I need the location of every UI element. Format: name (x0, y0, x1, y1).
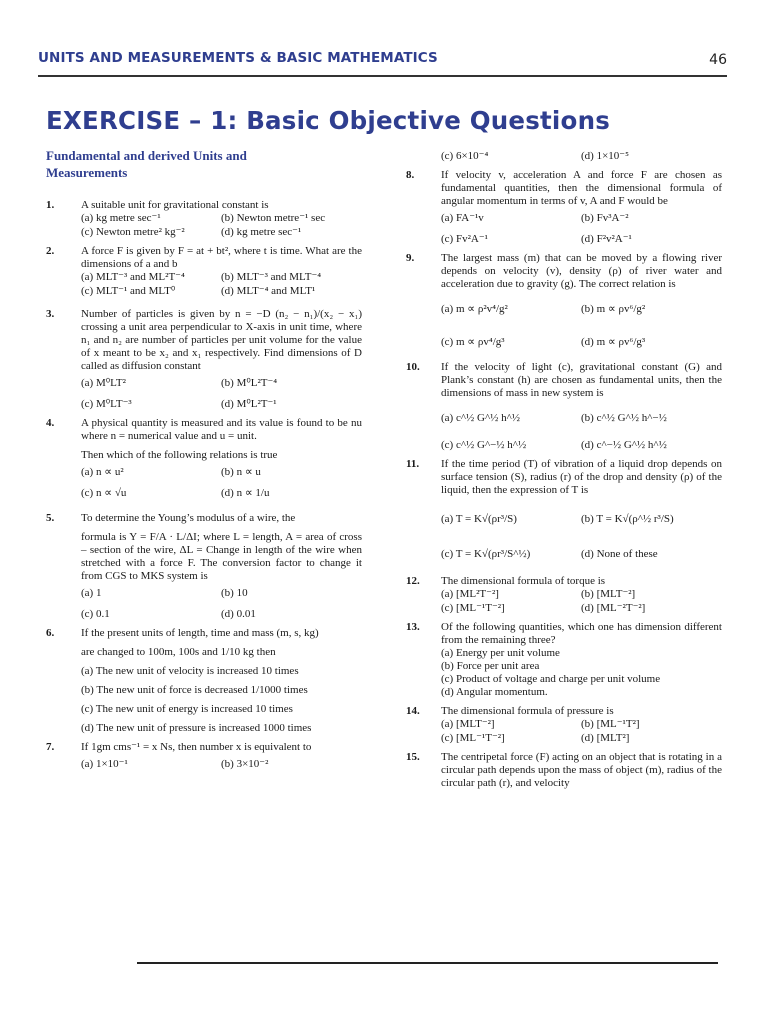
question-text: To determine the Young’s modulus of a wire, the (81, 512, 296, 524)
question-text: If 1gm cms⁻¹ = x Ns, then number x is equivalent to (81, 741, 312, 753)
question-1 (46, 199, 362, 239)
question-5 (46, 512, 362, 621)
question-number: 12. (406, 575, 420, 587)
option-d: (d) c^−½ G^½ h^½ (581, 439, 667, 451)
option-b: (b) T = K√(ρ^½ r³/S) (581, 513, 674, 525)
option-a: (a) m ∝ ρ²v⁴/g² (441, 303, 508, 315)
option-b: (b) c^½ G^½ h^−½ (581, 412, 667, 424)
question-number: 4. (46, 417, 55, 429)
option-d: (d) MLT⁻⁴ and MLT¹ (221, 285, 316, 297)
question-number: 15. (406, 751, 420, 763)
question-number: 8. (406, 169, 415, 181)
option-d: (d) 0.01 (221, 608, 256, 620)
option-d: (d) None of these (581, 548, 658, 560)
options (441, 513, 722, 561)
option-c: (c) T = K√(ρr³/S^½) (441, 548, 531, 560)
header-divider (38, 75, 727, 77)
question-text-continued: Then which of the following relations is true (81, 449, 278, 461)
option-c: (c) MLT⁻¹ and MLT⁰ (81, 285, 176, 297)
question-7 (46, 741, 362, 771)
question-number: 3. (46, 308, 55, 320)
question-7-continued (406, 150, 722, 163)
option-d: (d) n ∝ 1/u (221, 487, 270, 499)
option-a: (a) T = K√(ρr³/S) (441, 513, 517, 525)
options (81, 587, 362, 621)
option-d: (d) F²v²A⁻¹ (581, 233, 632, 245)
options (441, 412, 722, 452)
options (441, 718, 722, 745)
chapter-header-title: UNITS AND MEASUREMENTS & BASIC MATHEMATICS (38, 50, 438, 66)
option-c: (c) [ML⁻¹T⁻²] (441, 732, 505, 744)
option-c: (c) Fv²A⁻¹ (441, 233, 488, 245)
option-d: (d) Angular momentum. (441, 686, 548, 698)
question-9 (406, 252, 722, 349)
question-number: 9. (406, 252, 415, 264)
option-a: (a) FA⁻¹v (441, 212, 484, 224)
question-number: 2. (46, 245, 55, 257)
question-text: If the velocity of light (c), gravitational constant (G) and Plank’s constant (h) are chosen as fundamental units, then the dimensions of mass in new system is (441, 361, 722, 399)
question-12 (406, 575, 722, 615)
option-d: (d) The new unit of pressure is increased 1000 times (81, 722, 312, 734)
question-13 (406, 621, 722, 699)
option-c: (c) 6×10⁻⁴ (441, 150, 489, 162)
question-4 (46, 417, 362, 500)
footer-divider (137, 962, 718, 964)
question-number: 10. (406, 361, 420, 373)
question-text: Of the following quantities, which one has dimension different from the remaining three? (441, 621, 722, 646)
question-15 (406, 751, 722, 790)
question-6 (46, 627, 362, 735)
option-a: (a) [MLT⁻²] (441, 718, 495, 730)
option-b: (b) [ML⁻¹T²] (581, 718, 640, 730)
option-a: (a) [ML²T⁻²] (441, 588, 499, 600)
options (81, 212, 362, 239)
left-column (46, 147, 362, 777)
question-number: 7. (46, 741, 55, 753)
option-d: (d) M⁰L²T⁻¹ (221, 398, 277, 410)
question-10 (406, 361, 722, 452)
question-text: The dimensional formula of pressure is (441, 705, 614, 717)
question-text: A physical quantity is measured and its value is found to be nu where n = numerical value and u = unit. (81, 417, 362, 442)
options (81, 271, 362, 298)
option-b: (b) The new unit of force is decreased 1/1000 times (81, 684, 308, 696)
option-c: (c) n ∝ √u (81, 487, 127, 499)
option-b: (b) Force per unit area (441, 660, 540, 672)
question-text: A force F is given by F = at + bt², where t is time. What are the dimensions of a and b (81, 245, 362, 270)
question-text-continued: are changed to 100m, 100s and 1/10 kg then (81, 646, 276, 658)
options (441, 212, 722, 246)
option-d: (d) [MLT²] (581, 732, 630, 744)
option-a: (a) c^½ G^½ h^½ (441, 412, 521, 424)
option-b: (b) n ∝ u (221, 466, 261, 478)
question-number: 6. (46, 627, 55, 639)
options (81, 377, 362, 411)
question-text: The largest mass (m) that can be moved by a flowing river depends on velocity (v), density (ρ) of river water and acceleration due to gravity (g). The correct relation is (441, 252, 722, 290)
option-b: (b) 3×10⁻² (221, 758, 269, 770)
option-d: (d) [ML⁻²T⁻²] (581, 602, 646, 614)
options (441, 588, 722, 615)
option-a: (a) MLT⁻³ and ML²T⁻⁴ (81, 271, 185, 283)
question-number: 14. (406, 705, 420, 717)
option-c: (c) m ∝ ρv⁴/g³ (441, 336, 505, 348)
option-b: (b) Newton metre⁻¹ sec (221, 212, 326, 224)
option-d: (d) 1×10⁻⁵ (581, 150, 629, 162)
question-text: A suitable unit for gravitational constant is (81, 199, 269, 211)
option-b: (b) 10 (221, 587, 248, 599)
option-c: (c) c^½ G^−½ h^½ (441, 439, 527, 451)
option-c: (c) Newton metre² kg⁻² (81, 226, 185, 238)
question-number: 13. (406, 621, 420, 633)
option-a: (a) The new unit of velocity is increased 10 times (81, 665, 299, 677)
option-b: (b) m ∝ ρv⁶/g² (581, 303, 646, 315)
option-c: (c) 0.1 (81, 608, 110, 620)
option-a: (a) M⁰LT² (81, 377, 126, 389)
option-b: (b) M⁰L²T⁻⁴ (221, 377, 278, 389)
option-b: (b) [MLT⁻²] (581, 588, 636, 600)
question-2 (46, 245, 362, 298)
question-text-continued: formula is Y = F/A · L/ΔI; where L = length, A = area of cross – section of the wire, ΔL = Change in length of the wire when stretched with a force F. The conversion factor to change it from CGS to MKS system is (81, 531, 362, 582)
question-number: 11. (406, 458, 420, 470)
option-d: (d) kg metre sec⁻¹ (221, 226, 302, 238)
options (81, 466, 362, 500)
question-14 (406, 705, 722, 745)
exercise-title: EXERCISE – 1: Basic Objective Questions (46, 106, 610, 135)
option-b: (b) Fv³A⁻² (581, 212, 629, 224)
question-text: If the time period (T) of vibration of a liquid drop depends on surface tension (S), radius (r) of the drop and density (ρ) of the liquid, then the expression of T is (441, 458, 722, 496)
option-a: (a) kg metre sec⁻¹ (81, 212, 161, 224)
option-b: (b) MLT⁻³ and MLT⁻⁴ (221, 271, 322, 283)
option-c: (c) Product of voltage and charge per unit volume (441, 673, 661, 685)
options (441, 303, 722, 349)
question-text: If velocity v, acceleration A and force F are chosen as fundamental quantities, then the dimensional formula of angular momentum in terms of v, A and F would be (441, 169, 722, 207)
option-c: (c) The new unit of energy is increased 10 times (81, 703, 293, 715)
question-text: If the present units of length, time and mass (m, s, kg) (81, 627, 319, 639)
question-text: The dimensional formula of torque is (441, 575, 606, 587)
option-a: (a) 1×10⁻¹ (81, 758, 128, 770)
option-a: (a) n ∝ u² (81, 466, 124, 478)
right-column (406, 150, 722, 796)
question-text: The centripetal force (F) acting on an object that is rotating in a circular path depends upon the mass of object (m), radius of the circular path (r), and velocity (441, 751, 722, 789)
question-11 (406, 458, 722, 561)
options (81, 758, 362, 771)
question-8 (406, 169, 722, 246)
option-a: (a) 1 (81, 587, 102, 599)
question-3 (46, 308, 362, 411)
option-a: (a) Energy per unit volume (441, 647, 560, 659)
option-c: (c) [ML⁻¹T⁻²] (441, 602, 505, 614)
page-number: 46 (709, 52, 727, 68)
option-c: (c) M⁰LT⁻³ (81, 398, 132, 410)
option-d: (d) m ∝ ρv⁶/g³ (581, 336, 646, 348)
options (441, 150, 722, 163)
question-number: 1. (46, 199, 55, 211)
question-number: 5. (46, 512, 55, 524)
section-title: Fundamental and derived Units and Measurements (46, 148, 247, 180)
question-text: Number of particles is given by n = −D (n₂ − n₁)/(x₂ − x₁) crossing a unit area perpendicular to X-axis in unit time, where n₁ and n₂ are number of particles per unit volume for the value of x meant to be x₂ and x₁ respectively. Find dimensions of D called as diffusion constant (81, 308, 362, 372)
